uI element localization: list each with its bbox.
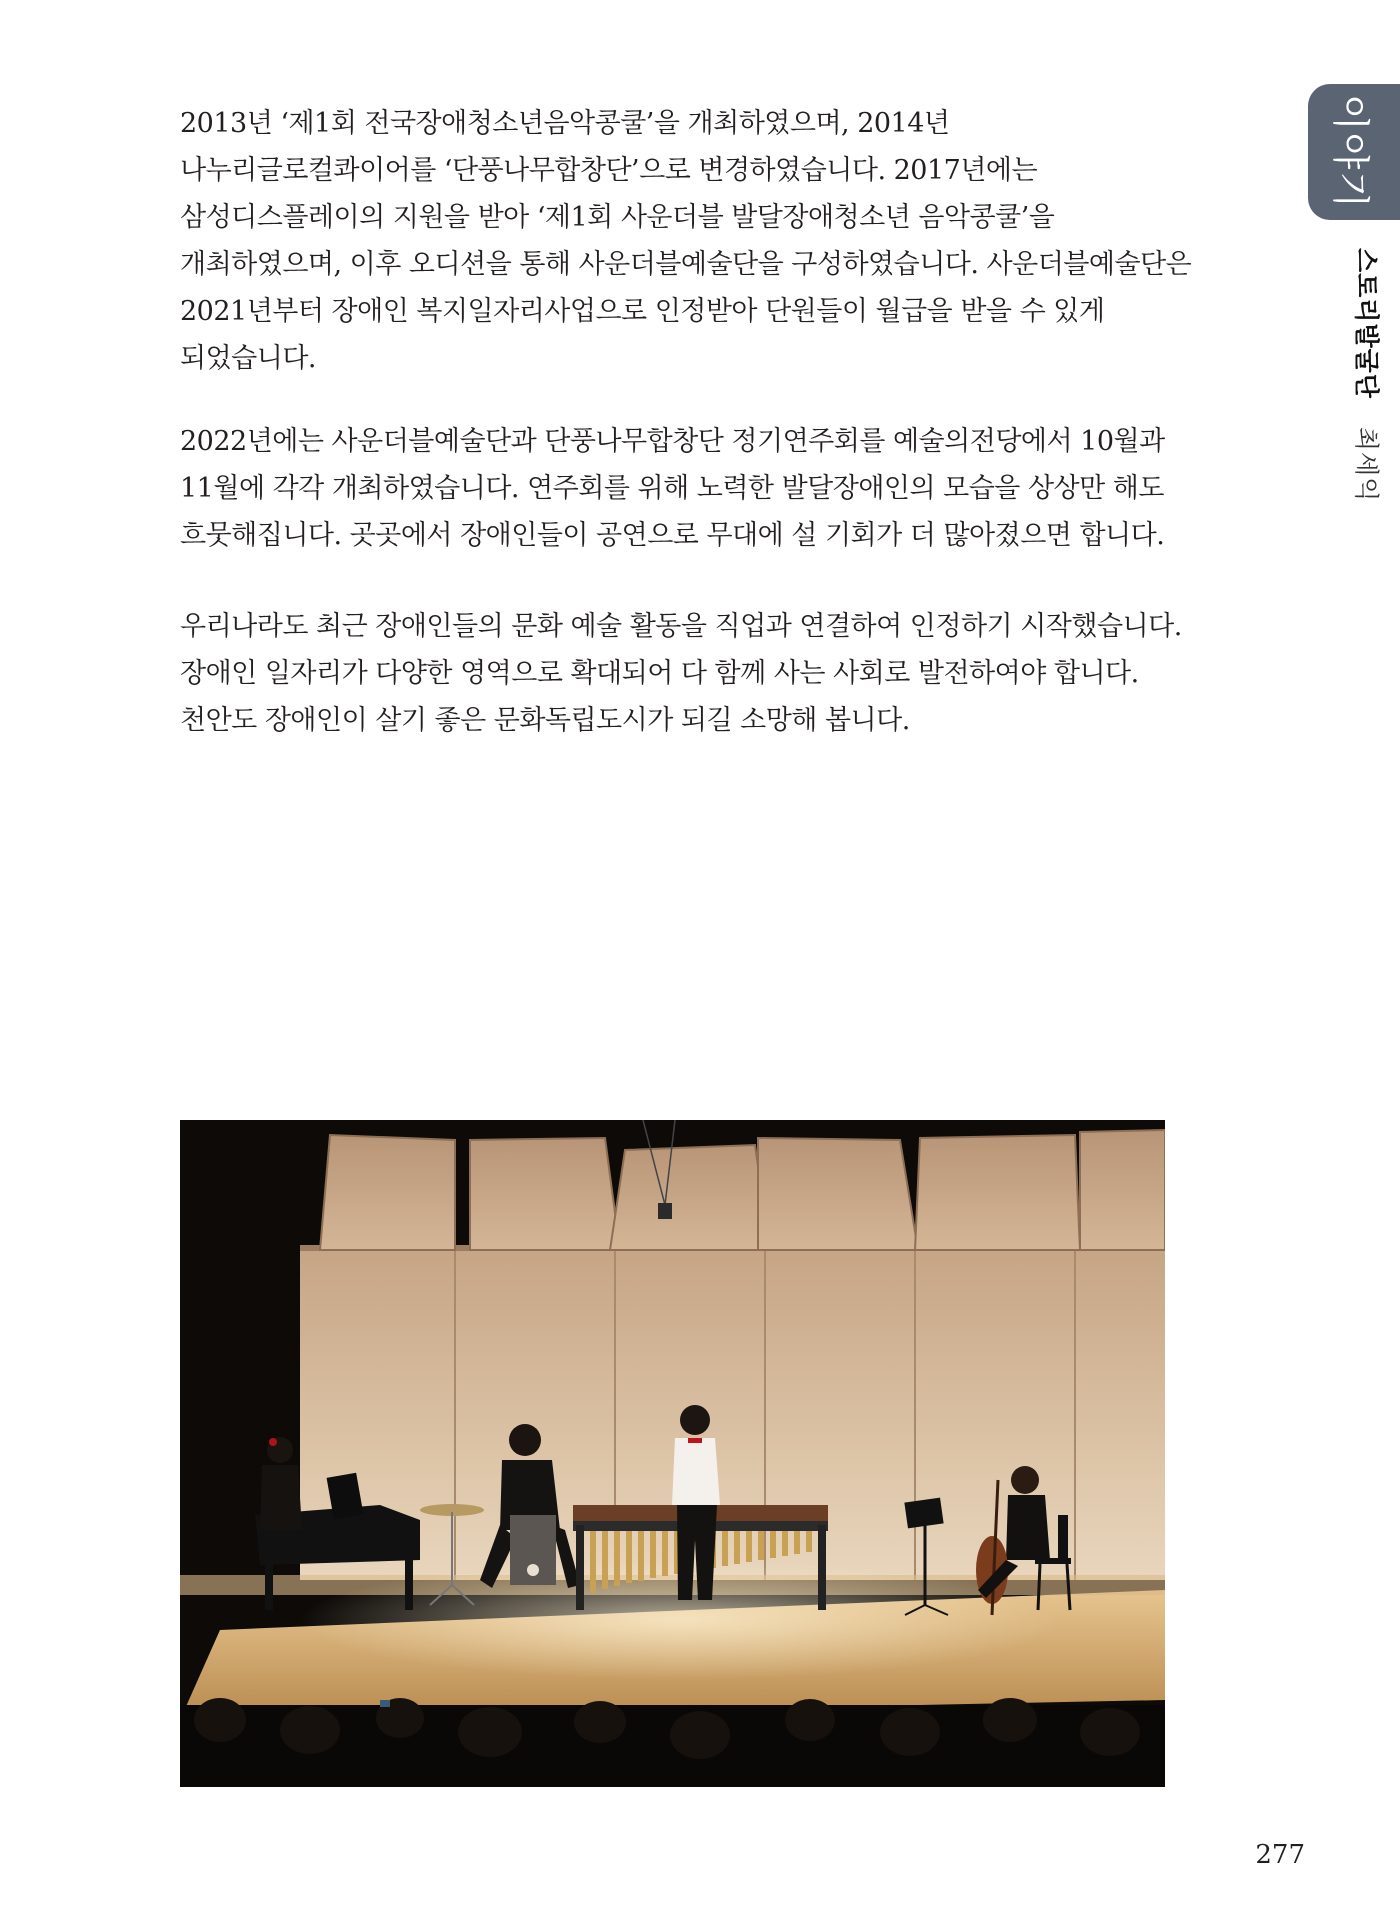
text-line: 흐뭇해집니다. 곳곳에서 장애인들이 공연으로 무대에 설 기회가 더 많아졌으면 합니다. (180, 520, 1165, 551)
text-line: 우리나라도 최근 장애인들의 문화 예술 활동을 직업과 연결하여 인정하기 시작했습니다. (180, 611, 1182, 642)
series-title: 스토리발굴단 (1352, 248, 1381, 399)
text-line: 삼성디스플레이의 지원을 받아 ‘제1회 사운더블 발달장애청소년 음악콩쿨’을 (180, 202, 1055, 233)
text-line: 천안도 장애인이 살기 좋은 문화독립도시가 되길 소망해 봅니다. (180, 705, 910, 736)
text-line: 개최하였으며, 이후 오디션을 통해 사운더블예술단을 구성하였습니다. 사운더블예술단은 (180, 249, 1192, 280)
page-number: 277 (1255, 1840, 1305, 1870)
chapter-tab (1308, 84, 1400, 220)
author-name: 최세익 (1352, 426, 1381, 503)
text-line: 장애인 일자리가 다양한 영역으로 확대되어 다 함께 사는 사회로 발전하여야 합니다. (180, 658, 1139, 689)
concert-stage-illustration (180, 1120, 1165, 1787)
chapter-tab-label: 이야기 (1328, 93, 1373, 211)
text-line: 나누리글로컬콰이어를 ‘단풍나무합창단’으로 변경하였습니다. 2017년에는 (180, 155, 1038, 186)
text-line: 11월에 각각 개최하였습니다. 연주회를 위해 노력한 발달장애인의 모습을 상상만 해도 (180, 473, 1164, 504)
text-line: 2021년부터 장애인 복지일자리사업으로 인정받아 단원들이 월급을 받을 수 있게 (180, 296, 1105, 327)
paragraph-3 (180, 603, 1190, 744)
running-header (1350, 248, 1386, 503)
paragraph-2 (180, 418, 1190, 559)
paragraph-1 (180, 100, 1190, 382)
text-line: 2022년에는 사운더블예술단과 단풍나무합창단 정기연주회를 예술의전당에서 10월과 (180, 426, 1165, 457)
text-line: 2013년 ‘제1회 전국장애청소년음악콩쿨’을 개최하였으며, 2014년 (180, 108, 950, 139)
text-line: 되었습니다. (180, 343, 316, 374)
concert-photo (180, 1120, 1165, 1787)
